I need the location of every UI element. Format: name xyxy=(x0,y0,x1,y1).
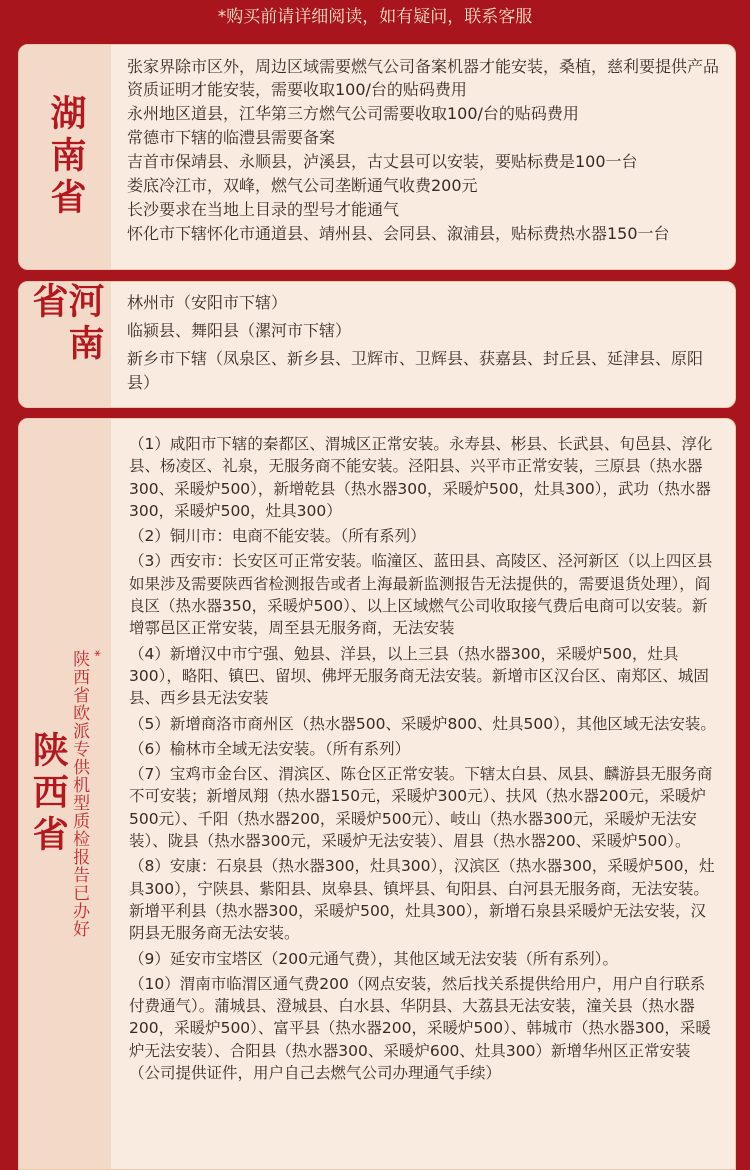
shaanxi-line: （6）榆林市全域无法安装。（所有系列） xyxy=(129,739,411,758)
hunan-line: 永州地区道县，江华第三方燃气公司需要收取100/台的贴码费用 xyxy=(127,104,579,123)
shaanxi-line: （9）延安市宝塔区（200元通气费），其他区域无法安装（所有系列）。 xyxy=(129,949,618,968)
shaanxi-content xyxy=(111,419,735,1169)
shaanxi-line: （10）渭南市临渭区通气费200（网点安装，然后找关系提供给用户，用户自行联系付费通气）。蒲城县、澄城县、白水县、华阴县、大荔县无法安装，潼关县（热水器200，采暖炉500）、富平县（热水器200，采暖炉500）、韩城市（热水器300，采暖炉无法安装）、合阳县（热水器300、采暖炉600、灶具300）新增华州区正常安装（公司提供证件，用户自己去燃气公司办理通气手续） xyxy=(129,974,711,1083)
hunan-line: 怀化市下辖怀化市通道县、靖州县、会同县、溆浦县，贴标费热水器150一台 xyxy=(127,224,670,243)
shaanxi-line: （2）铜川市：电商不能安装。（所有系列） xyxy=(129,527,426,546)
henan-content xyxy=(111,282,735,407)
shaanxi-line: （1）咸阳市下辖的秦都区、渭城区正常安装。永寿县、彬县、长武县、旬邑县、淳化县、杨凌区、礼泉，无服务商不能安装。泾阳县、兴平市正常安装，三原县（热水器300、采暖炉500），新增乾县（热水器300，采暖炉500，灶具300），武功（热水器300，采暖炉500，灶具300） xyxy=(129,435,713,520)
hunan-panel xyxy=(18,44,736,270)
province-title-henan: 河南省 xyxy=(27,282,104,366)
shaanxi-line: （3）西安市：长安区可正常安装。临潼区、蓝田县、高陵区、泾河新区（以上四区县如果涉及需要陕西省检测报告或者上海最新监测报告无法提供的，需要退货处理），阎良区（热水器350，采暖炉500）、以上区域燃气公司收取接气费后电商可以安装。新增鄠邑区正常安装，周至县无服务商，无法安装 xyxy=(129,552,713,638)
hunan-line: 长沙要求在当地上目录的型号才能通气 xyxy=(127,200,400,219)
shaanxi-panel xyxy=(18,418,736,1170)
hunan-line: 吉首市保靖县、永顺县，泸溪县，古丈县可以安装，要贴标费是100一台 xyxy=(127,152,638,171)
province-title-shaanxi: 陕西省 xyxy=(27,731,69,857)
note-star-icon: * xyxy=(86,650,102,658)
henan-line: 新乡市下辖（凤泉区、新乡县、卫辉市、卫辉县、获嘉县、封丘县、延津县、原阳县） xyxy=(127,349,704,392)
hunan-line: 娄底冷江市，双峰，燃气公司垄断通气收费200元 xyxy=(127,176,478,195)
henan-line: 临颍县、舞阳县（漯河市下辖） xyxy=(127,321,352,340)
shaanxi-quality-note xyxy=(69,650,100,938)
province-title-hunan: 湖南省 xyxy=(45,94,86,220)
shaanxi-line: （7）宝鸡市金台区、渭滨区、陈仓区正常安装。下辖太白县、凤县、麟游县无服务商不可安装；新增凤翔（热水器150元，采暖炉300元）、扶风（热水器200元，采暖炉500元）、千阳（热水器200，采暖炉500元）、岐山（热水器300元，采暖炉无法安装）、陇县（热水器300元，采暖炉无法安装）、眉县（热水器200、采暖炉500）。 xyxy=(129,765,713,851)
shaanxi-note-text: 陕西省欧派专供机型质检报告已办好 xyxy=(69,650,90,938)
shaanxi-line: （5）新增商洛市商州区（热水器500、采暖炉800、灶具500），其他区域无法安装。 xyxy=(129,714,716,733)
shaanxi-line: （4）新增汉中市宁强、勉县、洋县，以上三县（热水器300，采暖炉500，灶具300），略阳、镇巴、留坝、佛坪无服务商无法安装。新增市区汉台区、南郑区、城固县、西乡县无法安装 xyxy=(129,644,709,708)
hunan-line: 常德市下辖的临澧县需要备案 xyxy=(127,128,336,147)
hunan-side-label xyxy=(19,45,112,269)
purchase-notice: *购买前请详细阅读，如有疑问，联系客服 xyxy=(217,7,533,27)
henan-side-label xyxy=(19,282,112,407)
henan-panel xyxy=(18,281,736,408)
shaanxi-line: （8）安康：石泉县（热水器300，灶具300），汉滨区（热水器300，采暖炉500，灶具300），宁陕县、紫阳县、岚皋县、镇坪县、旬阳县、白河县无服务商，无法安装。新增平利县（热水器300，采暖炉500，灶具300），新增石泉县采暖炉无法安装，汉阴县无服务商无法安装。 xyxy=(129,857,715,943)
henan-line: 林州市（安阳市下辖） xyxy=(127,293,288,312)
shaanxi-side-label xyxy=(19,419,112,1169)
hunan-line: 张家界除市区外，周边区域需要燃气公司备案机器才能安装，桑植，慈利要提供产品资质证明才能安装，需要收取100/台的贴码费用 xyxy=(127,57,720,99)
hunan-content xyxy=(111,45,735,269)
